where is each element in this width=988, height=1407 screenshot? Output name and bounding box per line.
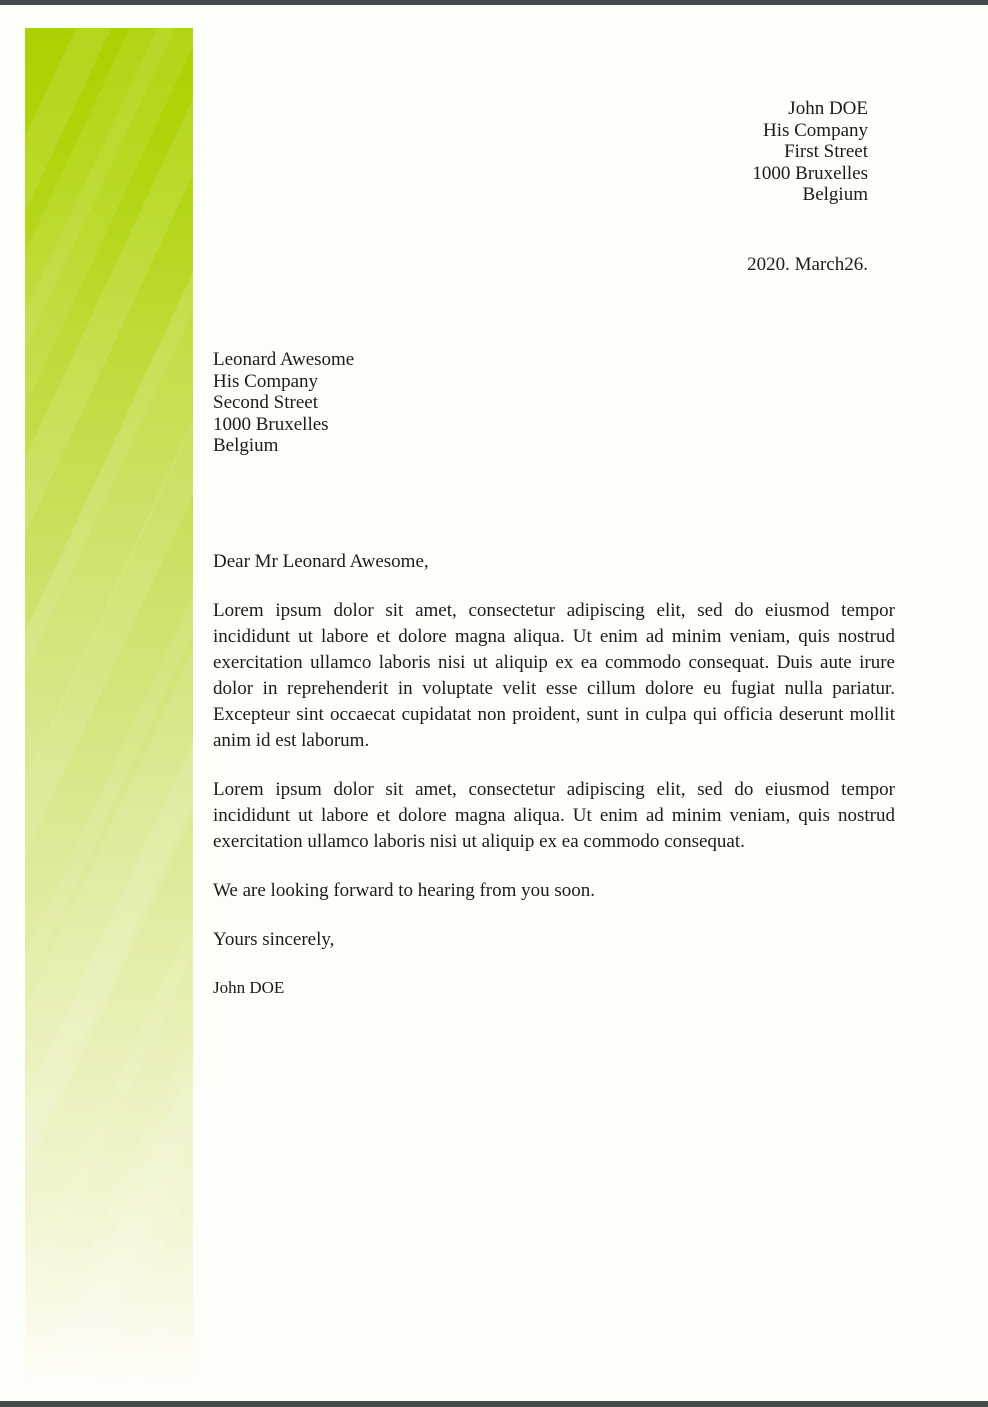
recipient-country: Belgium <box>213 435 279 456</box>
recipient-address-block <box>213 349 354 457</box>
sender-street: First Street <box>784 141 868 162</box>
salutation: Dear Mr Leonard Awesome, <box>213 551 429 572</box>
recipient-street: Second Street <box>213 392 319 413</box>
valediction: Yours sincerely, <box>213 929 335 950</box>
bottom-border-bar <box>0 1401 988 1407</box>
sender-name: John DOE <box>788 98 868 119</box>
recipient-name: Leonard Awesome <box>213 349 355 370</box>
body-paragraph-2: Lorem ipsum dolor sit amet, consectetur adipiscing elit, sed do eiusmod tempor incididunt ut labore et dolore magna aliqua. Ut enim ad minim veniam, quis nostrud exercitation ullamco laboris nisi ut aliquip ex ea commodo consequat. <box>213 779 895 852</box>
letter-date: 2020. March26. <box>747 254 868 275</box>
sender-company: His Company <box>762 119 868 141</box>
signature: John DOE <box>213 978 285 997</box>
recipient-company: His Company <box>213 370 319 392</box>
top-border-bar <box>0 0 988 5</box>
closing-line: We are looking forward to hearing from you soon. <box>213 880 596 901</box>
body-paragraph-1: Lorem ipsum dolor sit amet, consectetur adipiscing elit, sed do eiusmod tempor incididunt ut labore et dolore magna aliqua. Ut enim ad minim veniam, quis nostrud exercitation ullamco laboris nisi ut aliquip ex ea commodo consequat. Duis aute irure dolor in reprehenderit in voluptate velit esse cillum dolore eu fugiat nulla pariatur. Excepteur sint occaecat cupidatat non proident, sunt in culpa qui officia deserunt mollit anim id est laborum. <box>213 600 895 751</box>
sender-country: Belgium <box>802 184 868 205</box>
sidebar-gradient-decoration <box>25 28 193 1380</box>
recipient-city: 1000 Bruxelles <box>213 413 329 435</box>
sender-address-block <box>752 98 868 206</box>
sender-city: 1000 Bruxelles <box>752 162 868 184</box>
letter-body <box>213 549 895 1022</box>
